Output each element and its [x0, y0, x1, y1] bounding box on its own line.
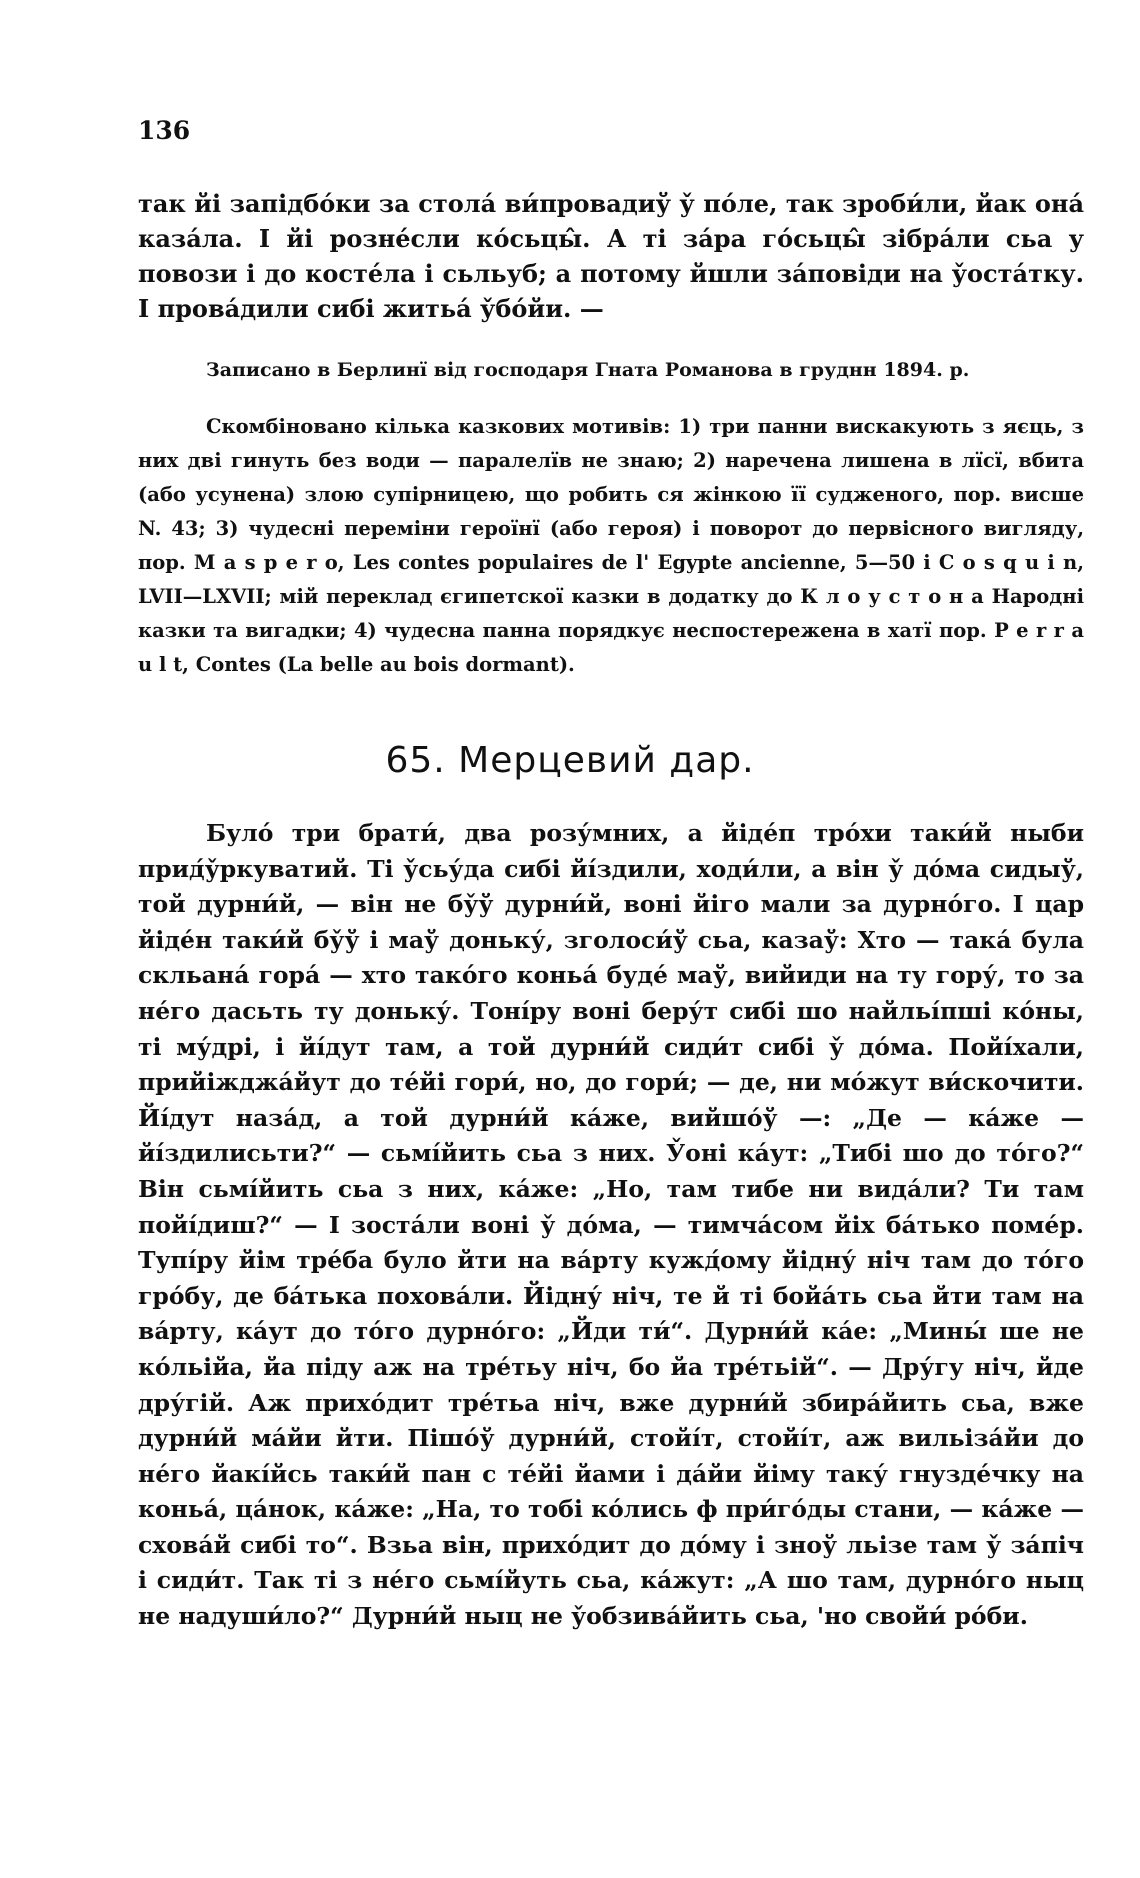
- source-note: Записано в Берлинї від господаря Гната Романова в груднн 1894. р.: [206, 359, 970, 381]
- commentary-paragraph: Скомбіновано кілька казкових мотивів: 1) три панни вискакують з яєць, з них дві гинуть без води — паралелїв не знаю; 2) наречена лишена в лїсї, вбита (або усунена) злою супірницею, що робить ся жінкою її судженого, пор. висше N. 43; 3) чудесні переміни героїнї (або героя) і поворот до первісного вигляду, пор. M a s p e r o, Les contes populaires de l' Egypte ancienne, 5—50 і C o s q u i n, LVII—LXVII; мій переклад єгипетскої казки в додатку до К л о у с т о н а Народні казки та вигадки; 4) чудесна панна порядкує неспостережена в хатї пор. P e r r a u l t, Contes (La belle au bois dormant).: [138, 415, 1084, 676]
- page-number: 136: [138, 116, 191, 145]
- story-heading: 65. Мерцевий дар.: [385, 740, 755, 781]
- story-paragraph: Було́ три брати́, два розу́мних, а йіде́п тро́хи таки́й ныби прид́у̌ркуватий. Ті у̌сьу́да сибі йі́здили, ходи́ли, а він у̌ до́ма сидыў, той дурни́й, — він не бу̌ў дурни́й, воні йіго мали за дурно́го. І цар йіде́н таки́й бу̌ў і маў доньку́, зголоси́ў сьа, казаў: Хто — така́ була скльана́ гора́ — хто тако́го коньа́ буде́ маў, вийиди на ту гору́, то за не́го дасьть ту доньку́. Тоні́ру воні беру́т сибі шо найльі́пші ко́ны, ті му́дрі, і йі́дут там, а той дурни́й сиди́т сибі у̌ до́ма. Пойі́хали, прийіжджа́йут до те́йі гори́, но, до гори́; — де, ни мо́жут ви́скочити. Йі́дут наза́д, а той дурни́й ка́же, вийшо́ў —: „Де — ка́же — йі́здилисьти?“ — сьмі́йить сьа з них. У̌оні ка́ут: „Тибі шо до то́го?“ Він сьмі́йить сьа з них, ка́же: „Но, там тибе ни вида́ли? Ти там пойі́диш?“ — І зоста́ли воні у̌ до́ма, — тимча́сом йіх ба́тько поме́р. Тупі́ру йім тре́ба було йти на ва́рту кужд́ому йідну́ ніч там до то́го гро́бу, де ба́тька похова́ли. Йідну́ ніч, те й ті бойа́ть сьа йти там на ва́рту, ка́ут до то́го дурно́го: „Йди ти́“. Дурни́й ка́е: „Мины́ ше не ко́льійа, йа піду аж на тре́тьу ніч, бо йа тре́тьій“. — Дру́гу ніч, йде дру́гій. Аж прихо́дит тре́тьа ніч, вже дурни́й збира́йить сьа, вже дурни́й ма́йи йти. Пішо́ў дурни́й, стойі́т, стойі́т, аж вильіза́йи до не́го йакі́йсь таки́й пан с те́йі йами і да́йи йіму таку́ гнузде́чку на коньа́, ца́нок, ка́же: „На, то тобі ко́лись ф при́го́ды стани, — ка́же — схова́й сибі то“. Взьа він, прихо́дит до до́му і зноў льізе там у̌ за́піч і сиди́т. Так ті з не́го сьмі́йуть сьа, ка́жут: „А шо там, дурно́го ныц не надуши́ло?“ Дурни́й ныц не у̌обзива́йить сьа, 'но свойи́ ро́би.: [138, 819, 1084, 1631]
- previous-story-ending: так йі запідбо́ки за стола́ ви́провадиў у̌ по́ле, так зроби́ли, йак она́ каза́ла. І йі розне́сли ко́сьцы̂. А ті за́ра го́сьцы̂ зібра́ли сьа у повози і до косте́ла і сьльуб; а потому йшли за́повіди на у̌оста́тку. І прова́дили сибі житьа́ у̌бо́йи. —: [138, 189, 1084, 323]
